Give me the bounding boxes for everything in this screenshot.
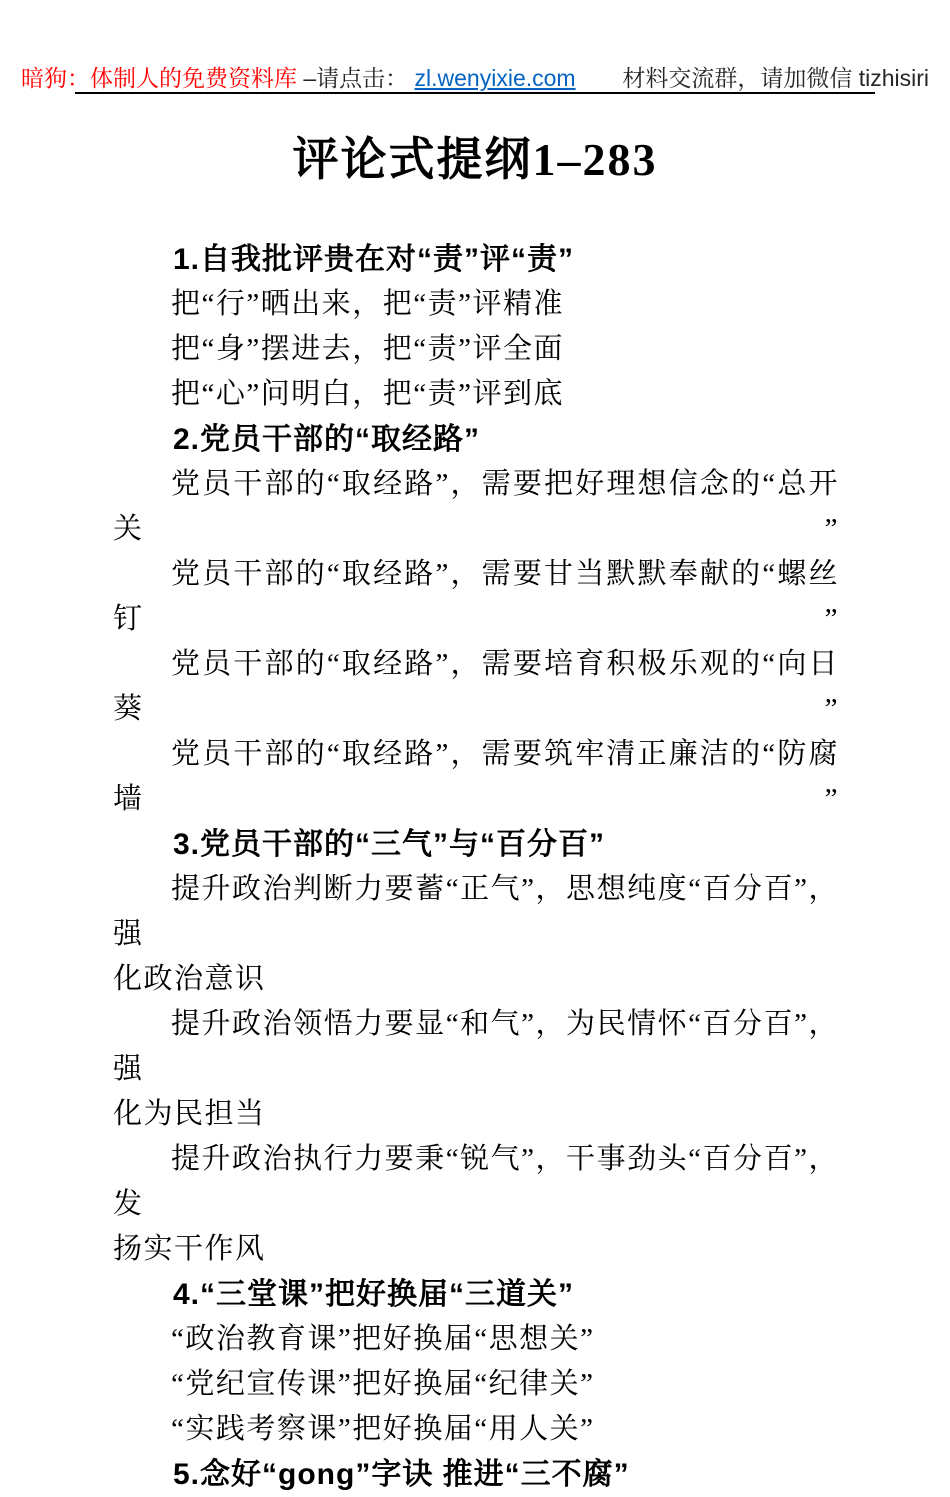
- outline-line: “实践考察课”把好换届“用人关”: [171, 1413, 595, 1445]
- header-divider: [75, 92, 875, 94]
- outline-line: “政治教育课”把好换届“思想关”: [171, 1323, 595, 1355]
- section-heading: 1.自我批评贵在对“责”评“责”: [173, 243, 575, 276]
- outline-line: 党员干部的“取经路”，需要把好理想信念的“总开关”: [113, 468, 839, 545]
- outline-line: 党员干部的“取经路”，需要培育积极乐观的“向日葵”: [113, 648, 839, 725]
- outline-line: 把“行”晒出来，把“责”评精准: [171, 288, 564, 320]
- outline-line-continuation: 扬实干作风: [113, 1233, 266, 1265]
- promo-click-label: –请点击：: [303, 65, 409, 91]
- outline-line: 提升政治领悟力要显“和气”，为民情怀“百分百”，强: [113, 1008, 839, 1085]
- outline-line: 提升政治执行力要秉“锐气”，干事劲头“百分百”，发: [113, 1143, 839, 1220]
- outline-line: 党员干部的“取经路”，需要甘当默默奉献的“螺丝钉”: [113, 558, 839, 635]
- outline-line-continuation: 化政治意识: [113, 963, 266, 995]
- outline-line: 提升政治判断力要蓄“正气”，思想纯度“百分百”，强: [113, 873, 839, 950]
- section-heading: 3.党员干部的“三气”与“百分百”: [173, 828, 606, 861]
- section-heading: 4.“三堂课”把好换届“三道关”: [173, 1278, 575, 1311]
- promo-link[interactable]: zl.wenyixie.com: [414, 65, 576, 91]
- promo-header: [0, 60, 950, 93]
- section-heading: 5.念好“gong”字诀 推进“三不腐”: [173, 1458, 630, 1491]
- promo-contact-text: 材料交流群，请加微信 tizhisiri: [622, 65, 930, 91]
- promo-site-label: 暗狗：体制人的免费资料库: [20, 65, 297, 91]
- outline-line: 党员干部的“取经路”，需要筑牢清正廉洁的“防腐墙”: [113, 738, 839, 815]
- document-body: [113, 237, 839, 1497]
- document-title: 评论式提纲1–283: [292, 134, 658, 185]
- section-heading: 2.党员干部的“取经路”: [173, 423, 481, 456]
- outline-line: “党纪宣传课”把好换届“纪律关”: [171, 1368, 595, 1400]
- outline-line: 把“身”摆进去，把“责”评全面: [171, 333, 564, 365]
- outline-line-continuation: 化为民担当: [113, 1098, 266, 1130]
- outline-line: 把“心”问明白，把“责”评到底: [171, 378, 564, 410]
